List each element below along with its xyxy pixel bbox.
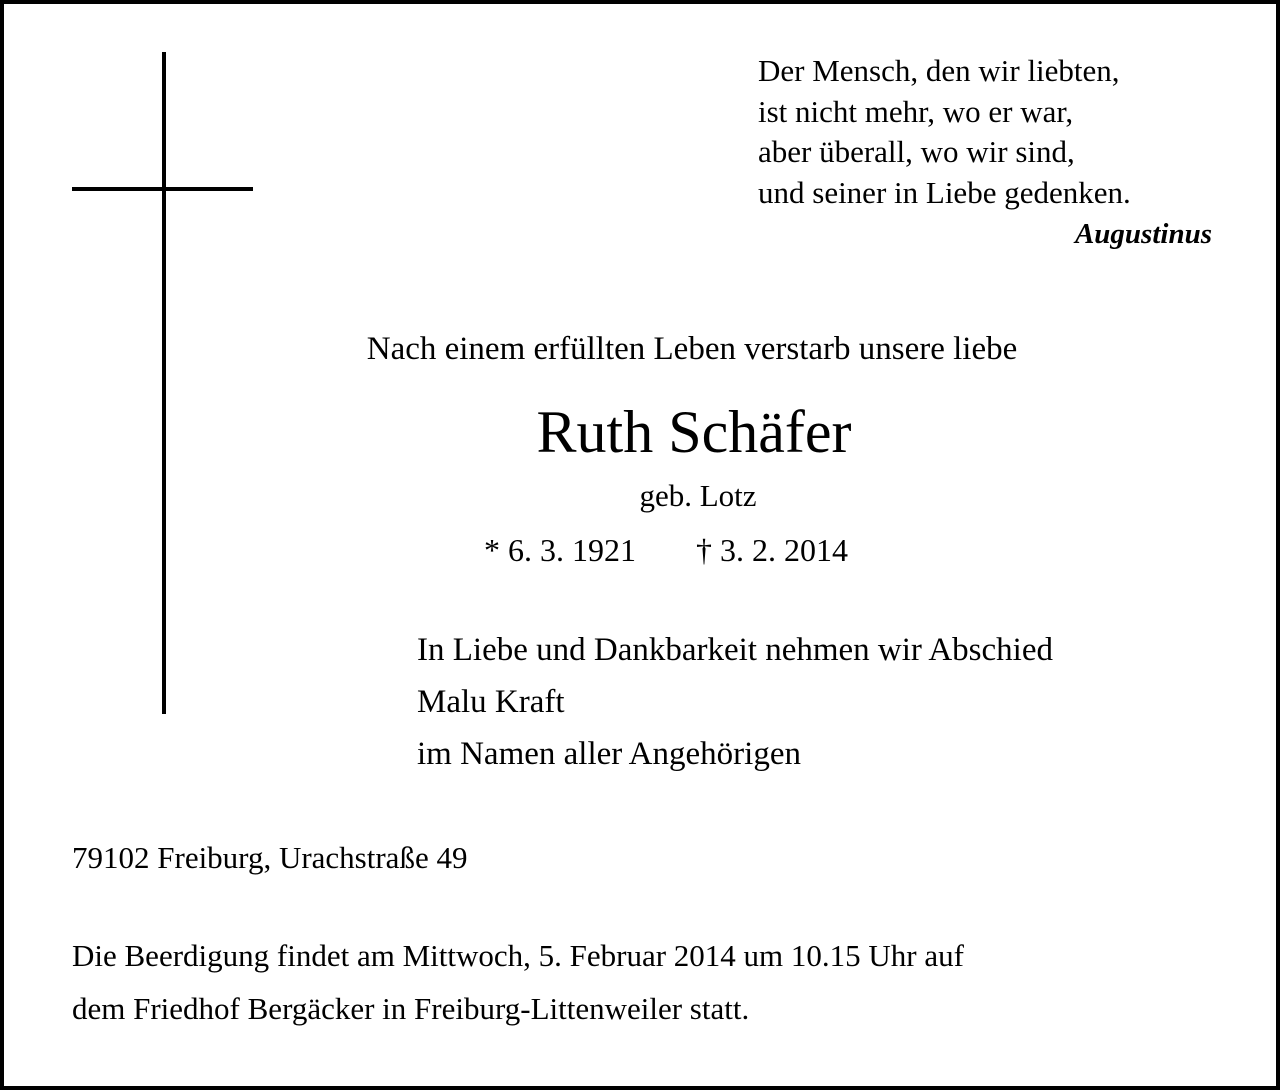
death-date: † 3. 2. 2014: [696, 532, 848, 568]
quote-author: Augustinus: [1074, 218, 1212, 250]
memorial-quote: [758, 51, 1228, 213]
announcement-intro: Nach einem erfüllten Leben verstarb unsere liebe: [366, 331, 1018, 367]
maiden-name: geb. Lotz: [639, 478, 757, 513]
quote-line: ist nicht mehr, wo er war,: [758, 93, 1074, 129]
birth-date: * 6. 3. 1921: [484, 532, 636, 568]
quote-line: Der Mensch, den wir liebten,: [758, 53, 1120, 88]
farewell-block: [417, 624, 1053, 780]
farewell-line: im Namen aller Angehörigen: [417, 736, 801, 772]
quote-line: aber überall, wo wir sind,: [758, 134, 1075, 169]
deceased-name: Ruth Schäfer: [536, 399, 852, 465]
mourner-name: Malu Kraft: [417, 684, 565, 720]
cross-icon: [162, 52, 166, 714]
farewell-line: In Liebe und Dankbarkeit nehmen wir Abschied: [417, 632, 1053, 668]
life-dates: [484, 529, 848, 571]
funeral-line: dem Friedhof Bergäcker in Freiburg-Littenweiler statt.: [72, 991, 750, 1026]
cross-icon-beam: [72, 187, 253, 191]
family-address: 79102 Freiburg, Urachstraße 49: [72, 840, 468, 875]
funeral-details: [72, 929, 1242, 1035]
funeral-line: Die Beerdigung findet am Mittwoch, 5. Februar 2014 um 10.15 Uhr auf: [72, 938, 964, 973]
quote-line: und seiner in Liebe gedenken.: [758, 174, 1131, 210]
